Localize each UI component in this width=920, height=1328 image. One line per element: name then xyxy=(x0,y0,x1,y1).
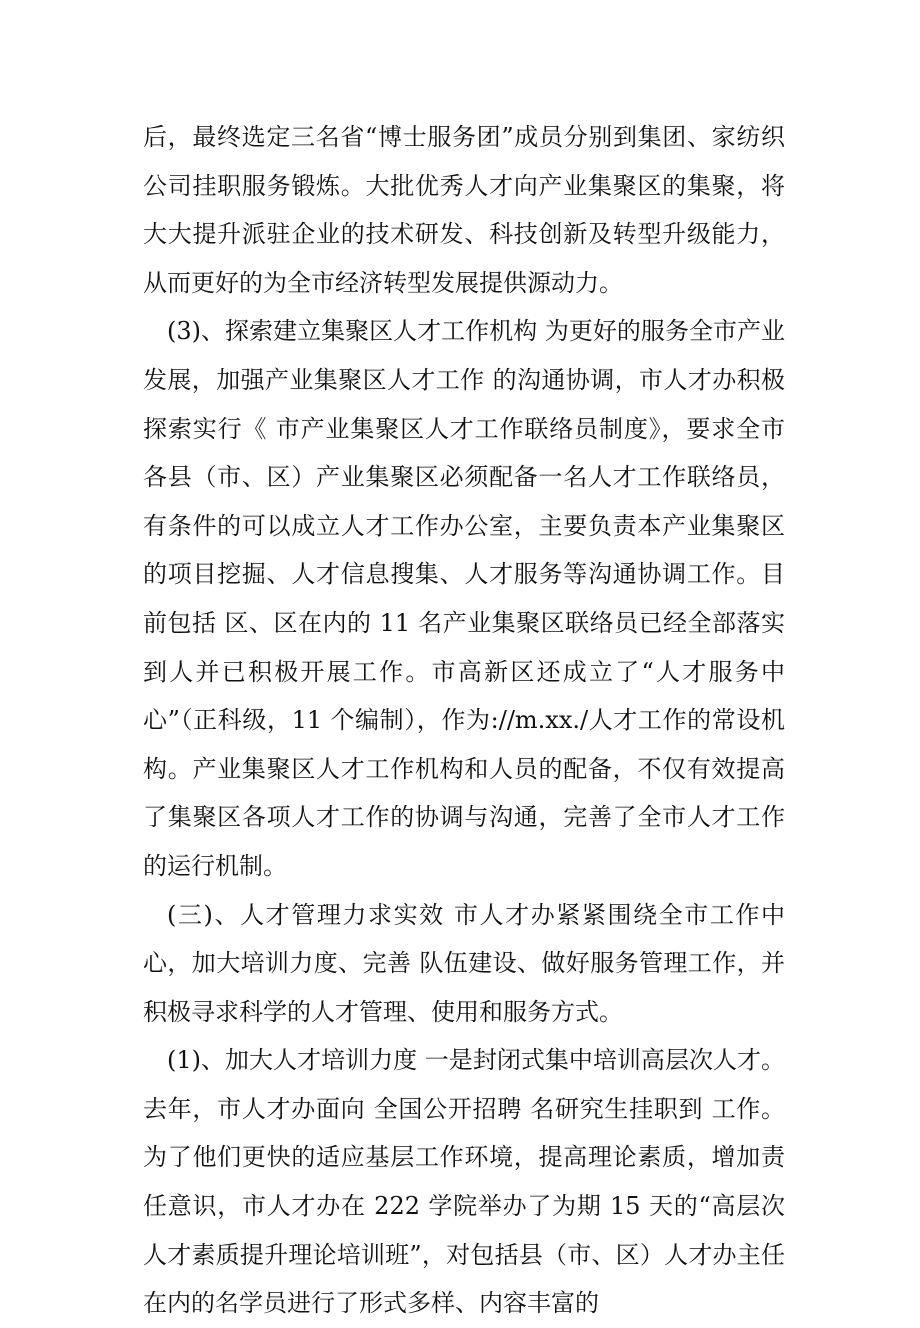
paragraph-continuation: 后，最终选定三名省“博士服务团”成员分别到集团、家纺织公司挂职服务锻炼。大批优秀人才向产业集聚区的集聚，将大大提升派驻企业的技术研发、科技创新及转型升级能力，从而更好的为全市经济转型发展提供源动力。 xyxy=(143,123,785,297)
paragraph-talent-work-institution: (3)、探索建立集聚区人才工作机构 为更好的服务全市产业发展，加强产业集聚区人才工作 的沟通协调，市人才办积极探索实行《 市产业集聚区人才工作联络员制度》，要求全市各县（市、区）产业集聚区必须配备一名人才工作联络员，有条件的可以成立人才工作办公室，主要负责本产业集聚区的项目挖掘、人才信息搜集、人才服务等沟通协调工作。目前包括 区、区在内的 11 名产业集聚区联络员已经全部落实到人并已积极开展工作。市高新区还成立了“人才服务中心”（正科级，11 个编制），作为://m.xx./人才工作的常设机构。产业集聚区人才工作机构和人员的配备，不仅有效提高了集聚区各项人才工作的协调与沟通，完善了全市人才工作的运行机制。 xyxy=(143,317,785,880)
paragraph-talent-training: (1)、加大人才培训力度 一是封闭式集中培训高层次人才。去年，市人才办面向 全国公开招聘 名研究生挂职到 工作。为了他们更快的适应基层工作环境，提高理论素质，增加责任意识，市人才办在 222 学院举办了为期 15 天的“高层次人才素质提升理论培训班”，对包括县（市、区）人才办主任在内的名学员进行了形式多样、内容丰富的 xyxy=(143,1046,785,1318)
document-body xyxy=(143,113,785,1328)
paragraph-talent-management: (三)、人才管理力求实效 市人才办紧紧围绕全市工作中心，加大培训力度、完善 队伍建设、做好服务管理工作，并积极寻求科学的人才管理、使用和服务方式。 xyxy=(143,900,785,1026)
